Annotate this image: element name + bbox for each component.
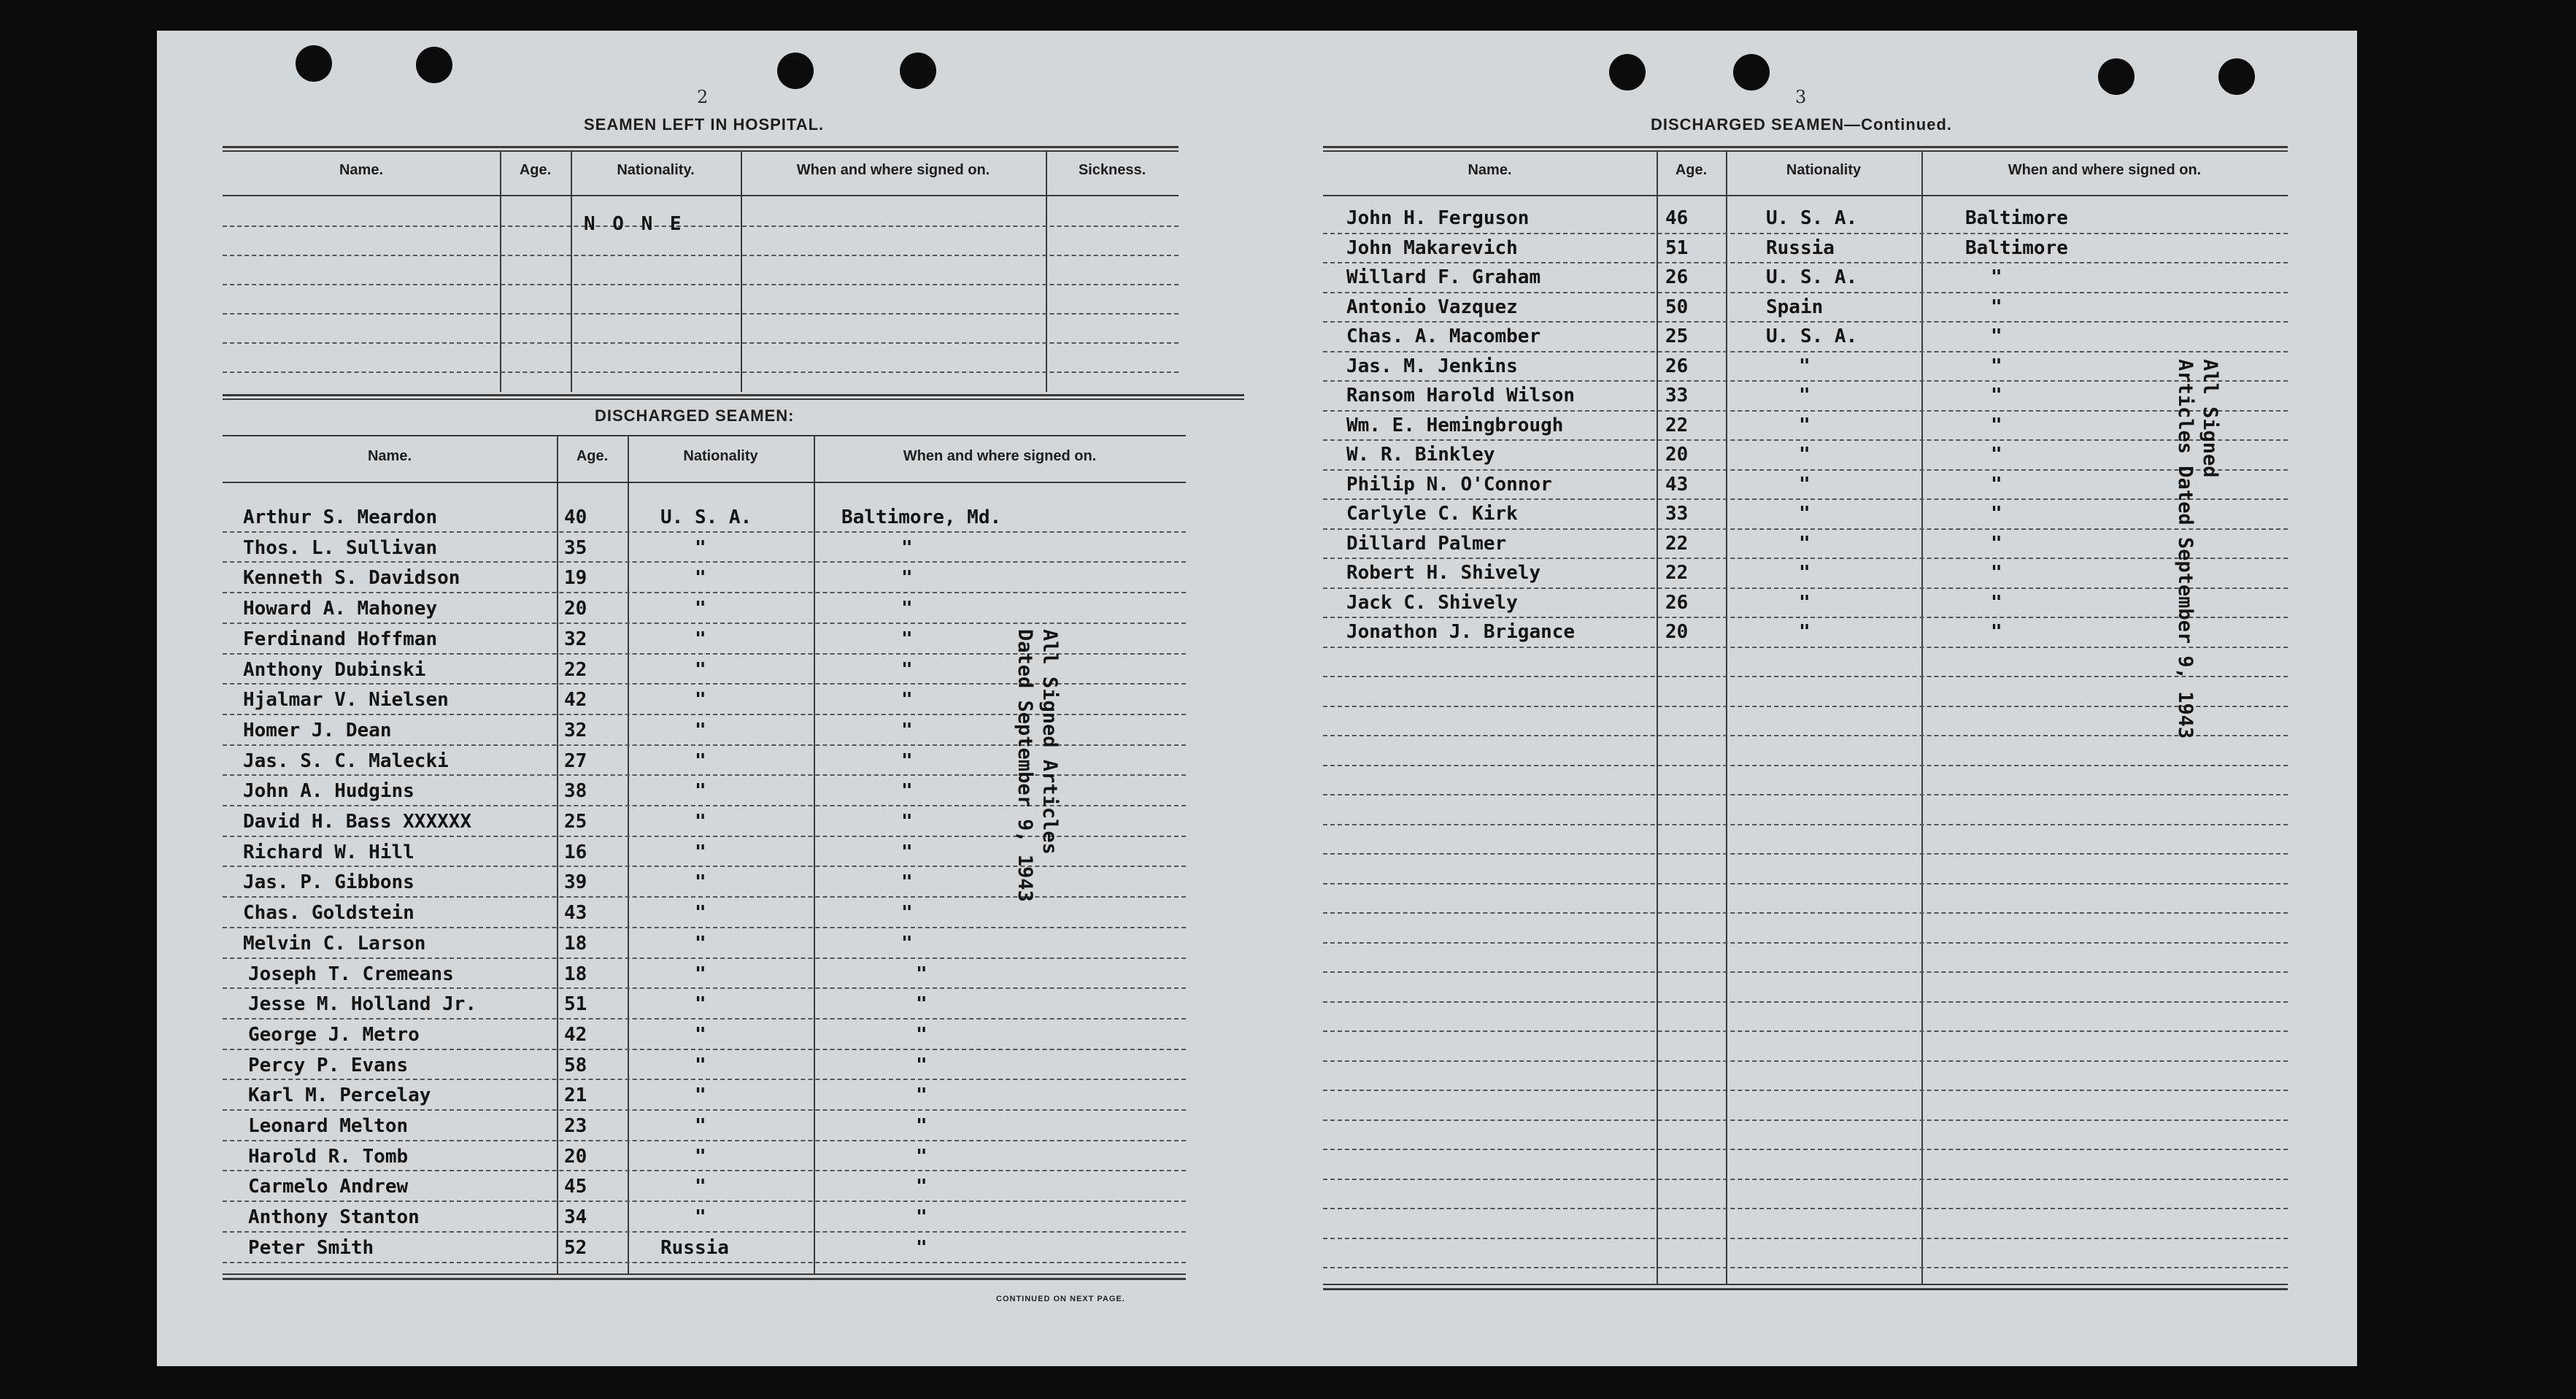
column-rule: [1046, 150, 1047, 392]
signed-on: ": [916, 1206, 928, 1229]
signed-on: ": [1991, 296, 2002, 318]
table-rule: [223, 1278, 1186, 1280]
seaman-age: 38: [564, 780, 587, 803]
seaman-name: Antonio Vazquez: [1346, 296, 1518, 318]
dotted-row-rule: [1323, 853, 2288, 855]
signed-on: ": [916, 963, 928, 985]
signed-on: Baltimore: [1965, 236, 2068, 259]
dotted-row-rule: [1323, 498, 2288, 500]
dotted-row-rule: [1323, 971, 2288, 973]
seaman-age: 20: [1665, 621, 1689, 643]
dotted-row-rule: [1323, 942, 2288, 944]
punch-hole: [416, 47, 452, 83]
seaman-age: 43: [1665, 473, 1689, 496]
column-header: When and where signed on.: [2008, 162, 2202, 178]
seaman-nationality: ": [695, 963, 706, 985]
table-rule: [1323, 150, 2288, 152]
column-header: Sickness.: [1078, 162, 1146, 178]
seaman-age: 22: [1665, 532, 1689, 555]
seaman-age: 42: [564, 689, 587, 712]
dotted-row-rule: [1323, 1179, 2288, 1180]
table-rule: [1323, 1288, 2288, 1290]
signed-on: ": [901, 871, 913, 894]
section-rule: [223, 398, 1244, 400]
seaman-nationality: ": [695, 932, 706, 955]
seaman-age: 45: [564, 1176, 587, 1198]
column-header: When and where signed on.: [903, 448, 1097, 464]
dotted-row-rule: [1323, 262, 2288, 263]
seaman-name: John A. Hudgins: [243, 780, 414, 803]
seaman-name: Jack C. Shively: [1346, 591, 1518, 614]
dotted-row-rule: [1323, 1119, 2288, 1121]
seaman-nationality: ": [1799, 532, 1810, 555]
dotted-row-rule: [223, 255, 1179, 256]
seaman-name: Peter Smith: [248, 1236, 374, 1259]
seaman-age: 25: [564, 811, 587, 833]
column-rule: [628, 435, 629, 1273]
dotted-row-rule: [223, 313, 1179, 315]
signed-on: ": [901, 902, 913, 925]
seaman-nationality: ": [1799, 591, 1810, 614]
dotted-row-rule: [1323, 824, 2288, 825]
seaman-nationality: Russia: [660, 1236, 729, 1259]
signed-on: ": [901, 811, 913, 833]
seaman-name: Jesse M. Holland Jr.: [248, 993, 477, 1016]
signed-on: ": [901, 932, 913, 955]
dotted-row-rule: [223, 957, 1186, 959]
seaman-nationality: U. S. A.: [660, 506, 752, 528]
seaman-name: John H. Ferguson: [1346, 207, 1530, 229]
seaman-nationality: ": [695, 1145, 706, 1168]
signed-on: ": [901, 749, 913, 772]
hospital-section-title: SEAMEN LEFT IN HOSPITAL.: [584, 115, 825, 134]
page-number-left: 2: [697, 87, 709, 107]
seaman-name: Ferdinand Hoffman: [243, 628, 438, 650]
signed-on: ": [901, 841, 913, 863]
seaman-name: Philip N. O'Connor: [1346, 473, 1552, 496]
dotted-row-rule: [1323, 765, 2288, 766]
punch-hole: [2218, 58, 2255, 95]
column-header: Name.: [367, 448, 412, 464]
punch-hole: [296, 45, 332, 82]
seaman-name: Harold R. Tomb: [248, 1145, 409, 1168]
dotted-row-rule: [223, 284, 1179, 285]
dotted-row-rule: [223, 1140, 1186, 1141]
column-rule: [1726, 150, 1727, 1284]
dotted-row-rule: [223, 1262, 1186, 1263]
dotted-row-rule: [223, 1049, 1186, 1050]
dotted-row-rule: [1323, 1208, 2288, 1209]
signed-on: ": [1991, 503, 2002, 525]
seaman-name: Jonathon J. Brigance: [1346, 621, 1576, 643]
table-rule: [223, 482, 1186, 483]
signed-on: ": [901, 780, 913, 803]
signed-on: ": [901, 536, 913, 559]
dotted-row-rule: [223, 1079, 1186, 1080]
signed-on: ": [916, 1115, 928, 1137]
seaman-age: 23: [564, 1115, 587, 1137]
column-header: Age.: [1675, 162, 1708, 178]
seaman-age: 22: [1665, 414, 1689, 436]
seaman-nationality: ": [695, 811, 706, 833]
table-rule: [223, 1273, 1186, 1275]
seaman-name: Carlyle C. Kirk: [1346, 503, 1518, 525]
dotted-row-rule: [1323, 735, 2288, 736]
seaman-nationality: U. S. A.: [1766, 266, 1858, 288]
seaman-nationality: ": [695, 719, 706, 741]
seaman-nationality: U. S. A.: [1766, 325, 1858, 347]
seaman-name: Dillard Palmer: [1346, 532, 1507, 555]
signed-on: ": [916, 993, 928, 1016]
punch-hole: [1609, 54, 1646, 90]
seaman-nationality: ": [695, 871, 706, 894]
seaman-nationality: ": [695, 841, 706, 863]
seaman-name: Jas. P. Gibbons: [243, 871, 414, 894]
seaman-name: Richard W. Hill: [243, 841, 414, 863]
seaman-age: 19: [564, 567, 587, 590]
dotted-row-rule: [1323, 321, 2288, 323]
seaman-nationality: Spain: [1766, 296, 1824, 318]
seaman-nationality: ": [695, 658, 706, 681]
table-rule: [1323, 146, 2288, 148]
seaman-name: Chas. A. Macomber: [1346, 325, 1541, 347]
seaman-age: 25: [1665, 325, 1689, 347]
dotted-row-rule: [1323, 676, 2288, 677]
signed-on: ": [1991, 414, 2002, 436]
seaman-age: 32: [564, 719, 587, 741]
page-number-right: 3: [1795, 87, 1807, 107]
dotted-row-rule: [1323, 1149, 2288, 1150]
seaman-name: Anthony Stanton: [248, 1206, 420, 1229]
seaman-name: Percy P. Evans: [248, 1054, 409, 1076]
seaman-nationality: ": [1799, 385, 1810, 406]
seaman-name: David H. Bass XXXXXX: [243, 811, 472, 833]
seaman-nationality: ": [695, 567, 706, 590]
dotted-row-rule: [223, 1231, 1186, 1233]
dotted-row-rule: [223, 987, 1186, 989]
signed-on: Baltimore: [1965, 207, 2068, 229]
seaman-name: Karl M. Percelay: [248, 1084, 431, 1107]
seaman-age: 33: [1665, 503, 1689, 525]
seaman-nationality: ": [695, 780, 706, 803]
signed-on: ": [1991, 385, 2002, 406]
seaman-age: 50: [1665, 296, 1689, 318]
signed-articles-stamp-right: [2172, 359, 2222, 739]
column-header: When and where signed on.: [796, 162, 990, 178]
seaman-age: 39: [564, 871, 587, 894]
dotted-row-rule: [1323, 647, 2288, 648]
dotted-row-rule: [1323, 380, 2288, 382]
seaman-age: 35: [564, 536, 587, 559]
signed-on: ": [901, 567, 913, 590]
dotted-row-rule: [223, 1200, 1186, 1202]
seaman-name: Robert H. Shively: [1346, 562, 1541, 584]
dotted-row-rule: [223, 1018, 1186, 1020]
column-header: Age.: [519, 162, 552, 178]
signed-on: ": [1991, 325, 2002, 347]
seaman-age: 46: [1665, 207, 1689, 229]
dotted-row-rule: [1323, 410, 2288, 412]
seaman-nationality: ": [695, 1176, 706, 1198]
seaman-age: 58: [564, 1054, 587, 1076]
seaman-nationality: ": [1799, 414, 1810, 436]
seaman-name: Arthur S. Meardon: [243, 506, 438, 528]
column-rule: [1921, 150, 1923, 1284]
seaman-age: 42: [564, 1023, 587, 1046]
signed-on: ": [916, 1023, 928, 1046]
seaman-age: 27: [564, 749, 587, 772]
seaman-name: Kenneth S. Davidson: [243, 567, 460, 590]
dotted-row-rule: [223, 342, 1179, 344]
table-rule: [1323, 195, 2288, 196]
dotted-row-rule: [1323, 1267, 2288, 1268]
seaman-name: Joseph T. Cremeans: [248, 963, 454, 985]
seaman-age: 26: [1665, 266, 1689, 288]
column-header: Name.: [1468, 162, 1512, 178]
table-rule: [1323, 1284, 2288, 1285]
dotted-row-rule: [223, 623, 1186, 624]
seaman-nationality: ": [1799, 562, 1810, 584]
seaman-age: 22: [1665, 562, 1689, 584]
seaman-age: 40: [564, 506, 587, 528]
seaman-name: Carmelo Andrew: [248, 1176, 409, 1198]
signed-on: ": [916, 1054, 928, 1076]
seaman-nationality: ": [695, 689, 706, 712]
seaman-name: Howard A. Mahoney: [243, 598, 438, 620]
punch-hole: [1733, 54, 1770, 90]
seaman-nationality: ": [695, 993, 706, 1016]
seaman-name: Wm. E. Hemingbrough: [1346, 414, 1564, 436]
dotted-row-rule: [223, 371, 1179, 373]
hospital-none-entry: N O N E: [584, 213, 685, 235]
discharged-continued-title: DISCHARGED SEAMEN—Continued.: [1651, 115, 1952, 134]
seaman-nationality: ": [695, 1115, 706, 1137]
dotted-row-rule: [1323, 469, 2288, 471]
punch-hole: [777, 53, 814, 89]
column-rule: [557, 435, 558, 1273]
seaman-age: 33: [1665, 385, 1689, 406]
signed-on: ": [1991, 355, 2002, 377]
seaman-age: 20: [564, 1145, 587, 1168]
table-rule: [223, 150, 1179, 152]
seaman-nationality: ": [1799, 355, 1810, 377]
signed-on: ": [1991, 562, 2002, 584]
signed-on: ": [916, 1084, 928, 1107]
seaman-age: 32: [564, 628, 587, 650]
signed-articles-stamp-left: [1012, 629, 1062, 902]
seaman-name: Chas. Goldstein: [243, 902, 414, 925]
seaman-nationality: ": [695, 628, 706, 650]
dotted-row-rule: [1323, 558, 2288, 559]
signed-on: ": [916, 1236, 928, 1259]
signed-on: ": [901, 719, 913, 741]
seaman-name: Anthony Dubinski: [243, 658, 426, 681]
seaman-nationality: Russia: [1766, 236, 1835, 259]
dotted-row-rule: [1323, 1001, 2288, 1003]
signed-on: Baltimore, Md.: [841, 506, 1002, 528]
dotted-row-rule: [1323, 912, 2288, 914]
seaman-nationality: ": [695, 1023, 706, 1046]
dotted-row-rule: [223, 1170, 1186, 1171]
seaman-name: Willard F. Graham: [1346, 266, 1541, 288]
seaman-age: 21: [564, 1084, 587, 1107]
seaman-name: W. R. Binkley: [1346, 444, 1495, 466]
seaman-age: 26: [1665, 355, 1689, 377]
stamp-line: All Signed: [2199, 359, 2221, 478]
seaman-nationality: ": [695, 1054, 706, 1076]
seaman-nationality: ": [1799, 473, 1810, 496]
seaman-age: 18: [564, 963, 587, 985]
dotted-row-rule: [1323, 528, 2288, 530]
column-header: Nationality.: [617, 162, 695, 178]
stamp-line: Articles Dated September 9, 1943: [2174, 359, 2197, 739]
signed-on: ": [1991, 621, 2002, 643]
dotted-row-rule: [1323, 1030, 2288, 1032]
dotted-row-rule: [223, 531, 1186, 533]
seaman-name: Ransom Harold Wilson: [1346, 385, 1576, 406]
column-rule: [571, 150, 572, 392]
document-sheet: [157, 31, 2357, 1366]
seaman-nationality: ": [695, 1206, 706, 1229]
seaman-age: 34: [564, 1206, 587, 1229]
dotted-row-rule: [1323, 292, 2288, 293]
seaman-nationality: U. S. A.: [1766, 207, 1858, 229]
column-rule: [741, 150, 742, 392]
seaman-name: Leonard Melton: [248, 1115, 409, 1137]
seaman-age: 52: [564, 1236, 587, 1259]
punch-hole: [2098, 58, 2135, 95]
signed-on: ": [916, 1176, 928, 1198]
dotted-row-rule: [1323, 233, 2288, 234]
seaman-age: 20: [564, 598, 587, 620]
seaman-age: 22: [564, 658, 587, 681]
column-header: Nationality: [1786, 162, 1862, 178]
table-rule: [223, 435, 1186, 436]
seaman-nationality: ": [695, 1084, 706, 1107]
discharged-section-title: DISCHARGED SEAMEN:: [595, 406, 795, 425]
table-rule: [223, 146, 1179, 148]
dotted-row-rule: [1323, 351, 2288, 352]
seaman-nationality: ": [695, 598, 706, 620]
signed-on: ": [901, 658, 913, 681]
seaman-nationality: ": [695, 902, 706, 925]
table-rule: [223, 195, 1179, 196]
punch-hole: [900, 53, 936, 89]
column-header: Nationality: [683, 448, 758, 464]
dotted-row-rule: [1323, 794, 2288, 795]
continued-note: CONTINUED ON NEXT PAGE.: [996, 1295, 1125, 1303]
signed-on: ": [1991, 591, 2002, 614]
signed-on: ": [1991, 266, 2002, 288]
stamp-line: All Signed Articles: [1038, 629, 1061, 855]
section-rule: [223, 394, 1244, 396]
seaman-nationality: ": [695, 536, 706, 559]
seaman-age: 26: [1665, 591, 1689, 614]
seaman-age: 51: [1665, 236, 1689, 259]
dotted-row-rule: [223, 927, 1186, 928]
signed-on: ": [1991, 444, 2002, 466]
column-header: Name.: [339, 162, 384, 178]
column-rule: [1657, 150, 1658, 1284]
seaman-name: Homer J. Dean: [243, 719, 392, 741]
column-rule: [500, 150, 501, 392]
dotted-row-rule: [1323, 587, 2288, 589]
stamp-line: Dated September 9, 1943: [1014, 629, 1036, 902]
seaman-age: 18: [564, 932, 587, 955]
seaman-age: 43: [564, 902, 587, 925]
dotted-row-rule: [223, 1109, 1186, 1111]
seaman-age: 20: [1665, 444, 1689, 466]
seaman-name: Jas. S. C. Malecki: [243, 749, 449, 772]
seaman-nationality: ": [695, 749, 706, 772]
dotted-row-rule: [223, 592, 1186, 593]
dotted-row-rule: [223, 226, 1179, 227]
seaman-age: 51: [564, 993, 587, 1016]
dotted-row-rule: [1323, 1238, 2288, 1239]
seaman-nationality: ": [1799, 621, 1810, 643]
seaman-name: John Makarevich: [1346, 236, 1518, 259]
dotted-row-rule: [1323, 883, 2288, 885]
seaman-name: Hjalmar V. Nielsen: [243, 689, 449, 712]
signed-on: ": [1991, 473, 2002, 496]
signed-on: ": [916, 1145, 928, 1168]
dotted-row-rule: [1323, 617, 2288, 618]
dotted-row-rule: [223, 561, 1186, 563]
dotted-row-rule: [1323, 439, 2288, 441]
column-rule: [814, 435, 815, 1273]
seaman-name: Jas. M. Jenkins: [1346, 355, 1518, 377]
dotted-row-rule: [1323, 1060, 2288, 1062]
seaman-nationality: ": [1799, 444, 1810, 466]
seaman-name: Thos. L. Sullivan: [243, 536, 438, 559]
signed-on: ": [1991, 532, 2002, 555]
signed-on: ": [901, 598, 913, 620]
seaman-name: Melvin C. Larson: [243, 932, 426, 955]
seaman-age: 16: [564, 841, 587, 863]
seaman-nationality: ": [1799, 503, 1810, 525]
signed-on: ": [901, 628, 913, 650]
dotted-row-rule: [1323, 706, 2288, 707]
column-header: Age.: [576, 448, 609, 464]
seaman-name: George J. Metro: [248, 1023, 420, 1046]
signed-on: ": [901, 689, 913, 712]
dotted-row-rule: [1323, 1090, 2288, 1091]
